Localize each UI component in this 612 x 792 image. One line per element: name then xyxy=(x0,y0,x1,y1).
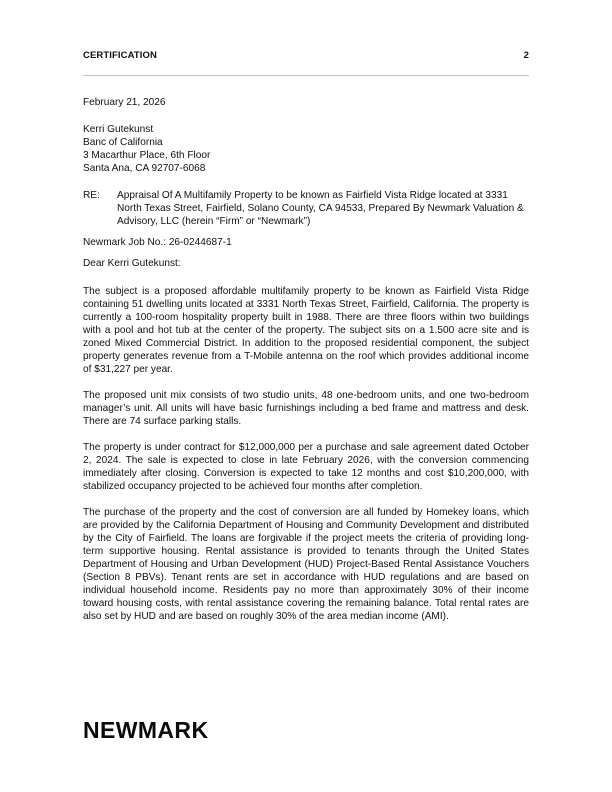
recipient-street: 3 Macarthur Place, 6th Floor xyxy=(83,150,211,161)
paragraph-funding: The purchase of the property and the cost of conversion are all funded by Homekey loans, which are provided by the California Department of Housing and Community Development and distributed by the City of Fairfield. The loans are forgivable if the project meets the criteria of providing long-term supportive housing. Rental assistance is provided to tenants through the United States Department of Housing and Urban Development (HUD) Project-Based Rental Assistance Vouchers (Section 8 PBVs). Tenant rents are set in accordance with HUD regulations and are based on individual household income. Residents pay no more than approximately 30% of their income toward housing costs, with rental assistance covering the remaining balance. Total rental rates are also set by HUD and are based on roughly 30% of the area median income (AMI). xyxy=(83,507,529,622)
job-number: Newmark Job No.: 26-0244687-1 xyxy=(83,237,232,248)
section-title: CERTIFICATION xyxy=(83,50,157,61)
paragraph-contract: The property is under contract for $12,000,000 per a purchase and sale agreement dated October 2, 2024. The sale is expected to close in late February 2026, with the conversion commencing immediately after closing. Conversion is expected to take 12 months and cost $10,200,000, with stabilized occupancy projected to be achieved four months after completion. xyxy=(83,442,529,492)
recipient-city-state-zip: Santa Ana, CA 92707-6068 xyxy=(83,163,206,174)
paragraph-unit-mix: The proposed unit mix consists of two studio units, 48 one-bedroom units, and one two-bedroom manager’s unit. All units will have basic furnishings including a bed frame and mattress and desk. There are 74 surface parking stalls. xyxy=(83,390,529,427)
recipient-company: Banc of California xyxy=(83,137,163,148)
salutation: Dear Kerri Gutekunst: xyxy=(83,258,181,269)
letter-date: February 21, 2026 xyxy=(83,97,166,108)
re-label: RE: xyxy=(83,190,100,201)
page-number: 2 xyxy=(523,50,529,61)
re-text: Appraisal Of A Multifamily Property to be known as Fairfield Vista Ridge located at 3331 North Texas Street, Fairfield, Solano County, CA 94533, Prepared By Newmark Valuation & Advisory, LLC (herein “Firm” or “Newmark”) xyxy=(117,190,524,227)
page-header xyxy=(83,50,529,61)
subject-line xyxy=(83,189,529,228)
newmark-logo: NEWMARK xyxy=(83,717,209,743)
paragraph-subject: The subject is a proposed affordable multifamily property to be known as Fairfield Vista Ridge containing 51 dwelling units located at 3331 North Texas Street, Fairfield, California. The property is currently a 100-room hospitality property built in 1988. There are three floors within two buildings with a pool and hot tub at the center of the property. The subject sits on a 1.500 acre site and is zoned Mixed Commercial District. In addition to the proposed residential component, the subject property generates revenue from a T-Mobile antenna on the roof which provides additional income of $31,227 per year. xyxy=(83,286,529,375)
header-divider xyxy=(83,75,529,76)
letter-body xyxy=(83,96,529,636)
recipient-address xyxy=(83,123,529,175)
recipient-name: Kerri Gutekunst xyxy=(83,124,154,135)
